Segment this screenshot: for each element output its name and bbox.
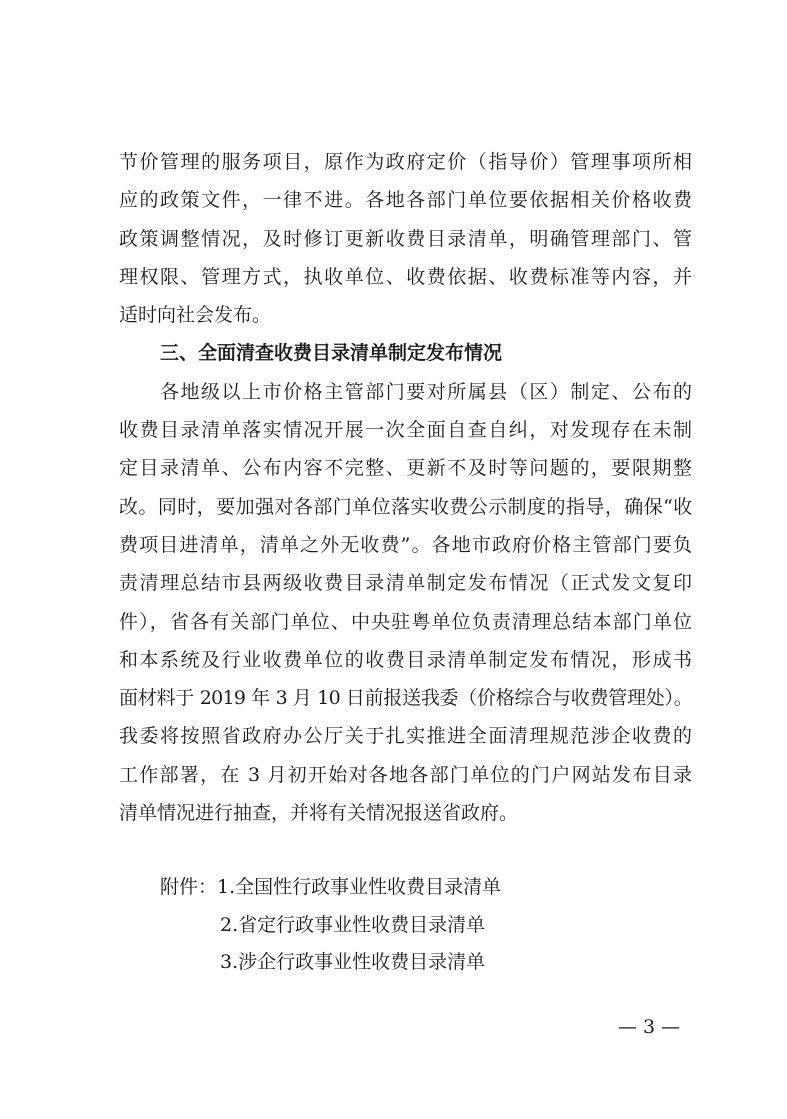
- paragraph-line: 适时向社会发布。: [119, 304, 272, 327]
- paragraph-line: 清单情况进行抽查，并将有关情况报送省政府。: [119, 802, 519, 825]
- paragraph-line: 面材料于 2019 年 3 月 10 日前报送我委（价格综合与收费管理处）。: [119, 687, 692, 710]
- page-number: — 3 —: [618, 1016, 681, 1038]
- attachment-item: 3.涉企行政事业性收费目录清单: [220, 951, 486, 973]
- paragraph-line: 工作部署，在 3 月初开始对各地各部门单位的门户网站发布目录: [119, 763, 692, 786]
- attachments-list: [160, 869, 680, 982]
- attachments-label: 附件：: [160, 876, 218, 898]
- attachment-item: [160, 869, 680, 907]
- paragraph-line: 我委将按照省政府办公厅关于扎实推进全面清理规范涉企收费的: [119, 725, 692, 748]
- paragraph-line: 件），省各有关部门单位、中央驻粤单位负责清理总结本部门单位: [119, 610, 692, 633]
- paragraph-line: 改。同时，要加强对各部门单位落实收费公示制度的指导，确保“收: [119, 495, 692, 518]
- paragraph-line: 政策调整情况，及时修订更新收费目录清单，明确管理部门、管: [119, 227, 692, 250]
- paragraph-line: 责清理总结市县两级收费目录清单制定发布情况（正式发文复印: [119, 572, 692, 595]
- paragraph-line: 费项目进清单，清单之外无收费”。各地市政府价格主管部门要负: [119, 533, 692, 556]
- paragraph-line: 收费目录清单落实情况开展一次全面自查自纠，对发现存在未制: [119, 419, 692, 442]
- document-body: [119, 143, 692, 832]
- attachment-item-text: 1.全国性行政事业性收费目录清单: [217, 876, 502, 898]
- paragraph-line: 节价管理的服务项目，原作为政府定价（指导价）管理事项所相: [119, 151, 692, 173]
- paragraph-line: 和本系统及行业收费单位的收费目录清单制定发布情况，形成书: [119, 648, 692, 671]
- paragraph-line: 应的政策文件，一律不进。各地各部门单位要依据相关价格收费: [119, 189, 692, 212]
- attachment-item: 2.省定行政事业性收费目录清单: [220, 913, 486, 936]
- section-heading: 三、全面清查收费目录清单制定发布情况: [160, 342, 503, 365]
- paragraph-line: 各地级以上市价格主管部门要对所属县（区）制定、公布的: [160, 380, 692, 403]
- paragraph-line: 定目录清单、公布内容不完整、更新不及时等问题的，要限期整: [119, 457, 692, 480]
- paragraph-line: 理权限、管理方式，执收单位、收费依据、收费标准等内容，并: [119, 265, 692, 288]
